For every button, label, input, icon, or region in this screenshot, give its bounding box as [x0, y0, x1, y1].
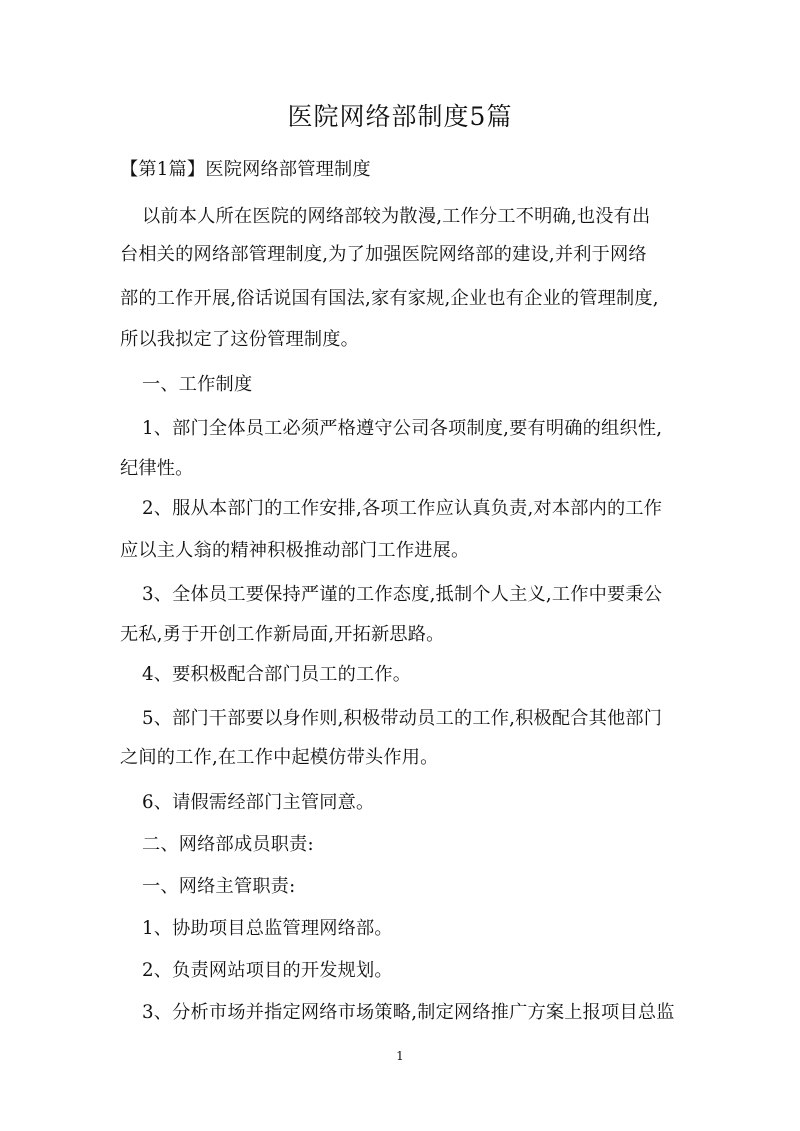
rule-line: 6、请假需经部门主管同意。 [142, 792, 375, 813]
rule-line: 2、服从本部门的工作安排,各项工作应认真负责,对本部内的工作 [142, 498, 663, 519]
part-heading: 一、工作制度 [142, 374, 253, 395]
duty-line: 3、分析市场并指定网络市场策略,制定网络推广方案上报项目总监 [142, 1002, 675, 1023]
intro-line: 部的工作开展,俗话说国有国法,家有家规,企业也有企业的管理制度, [120, 288, 659, 309]
part-heading: 二、网络部成员职责: [142, 834, 314, 855]
subsection-heading: 一、网络主管职责: [142, 876, 296, 897]
rule-line: 4、要积极配合部门员工的工作。 [142, 664, 412, 685]
duty-line: 2、负责网站项目的开发规划。 [142, 960, 393, 981]
intro-line: 以前本人所在医院的网络部较为散漫,工作分工不明确,也没有出 [142, 206, 651, 227]
document-title: 医院网络部制度5篇 [287, 102, 513, 131]
intro-line: 所以我拟定了这份管理制度。 [120, 329, 360, 350]
section-heading: 【第1篇】医院网络部管理制度 [120, 159, 371, 180]
rule-line: 无私,勇于开创工作新局面,开拓新思路。 [120, 624, 445, 645]
rule-line: 纪律性。 [120, 458, 194, 479]
rule-line: 之间的工作,在工作中起模仿带头作用。 [120, 747, 439, 768]
rule-line: 5、部门干部要以身作则,积极带动员工的工作,积极配合其他部门 [142, 708, 663, 729]
duty-line: 1、协助项目总监管理网络部。 [142, 918, 393, 939]
rule-line: 3、全体员工要保持严谨的工作态度,抵制个人主义,工作中要秉公 [142, 584, 663, 605]
rule-line: 应以主人翁的精神积极推动部门工作进展。 [120, 540, 470, 561]
intro-line: 台相关的网络部管理制度,为了加强医院网络部的建设,并利于网络 [120, 244, 647, 265]
rule-line: 1、部门全体员工必须严格遵守公司各项制度,要有明确的组织性, [142, 418, 663, 439]
page-number: 1 [396, 1049, 404, 1063]
